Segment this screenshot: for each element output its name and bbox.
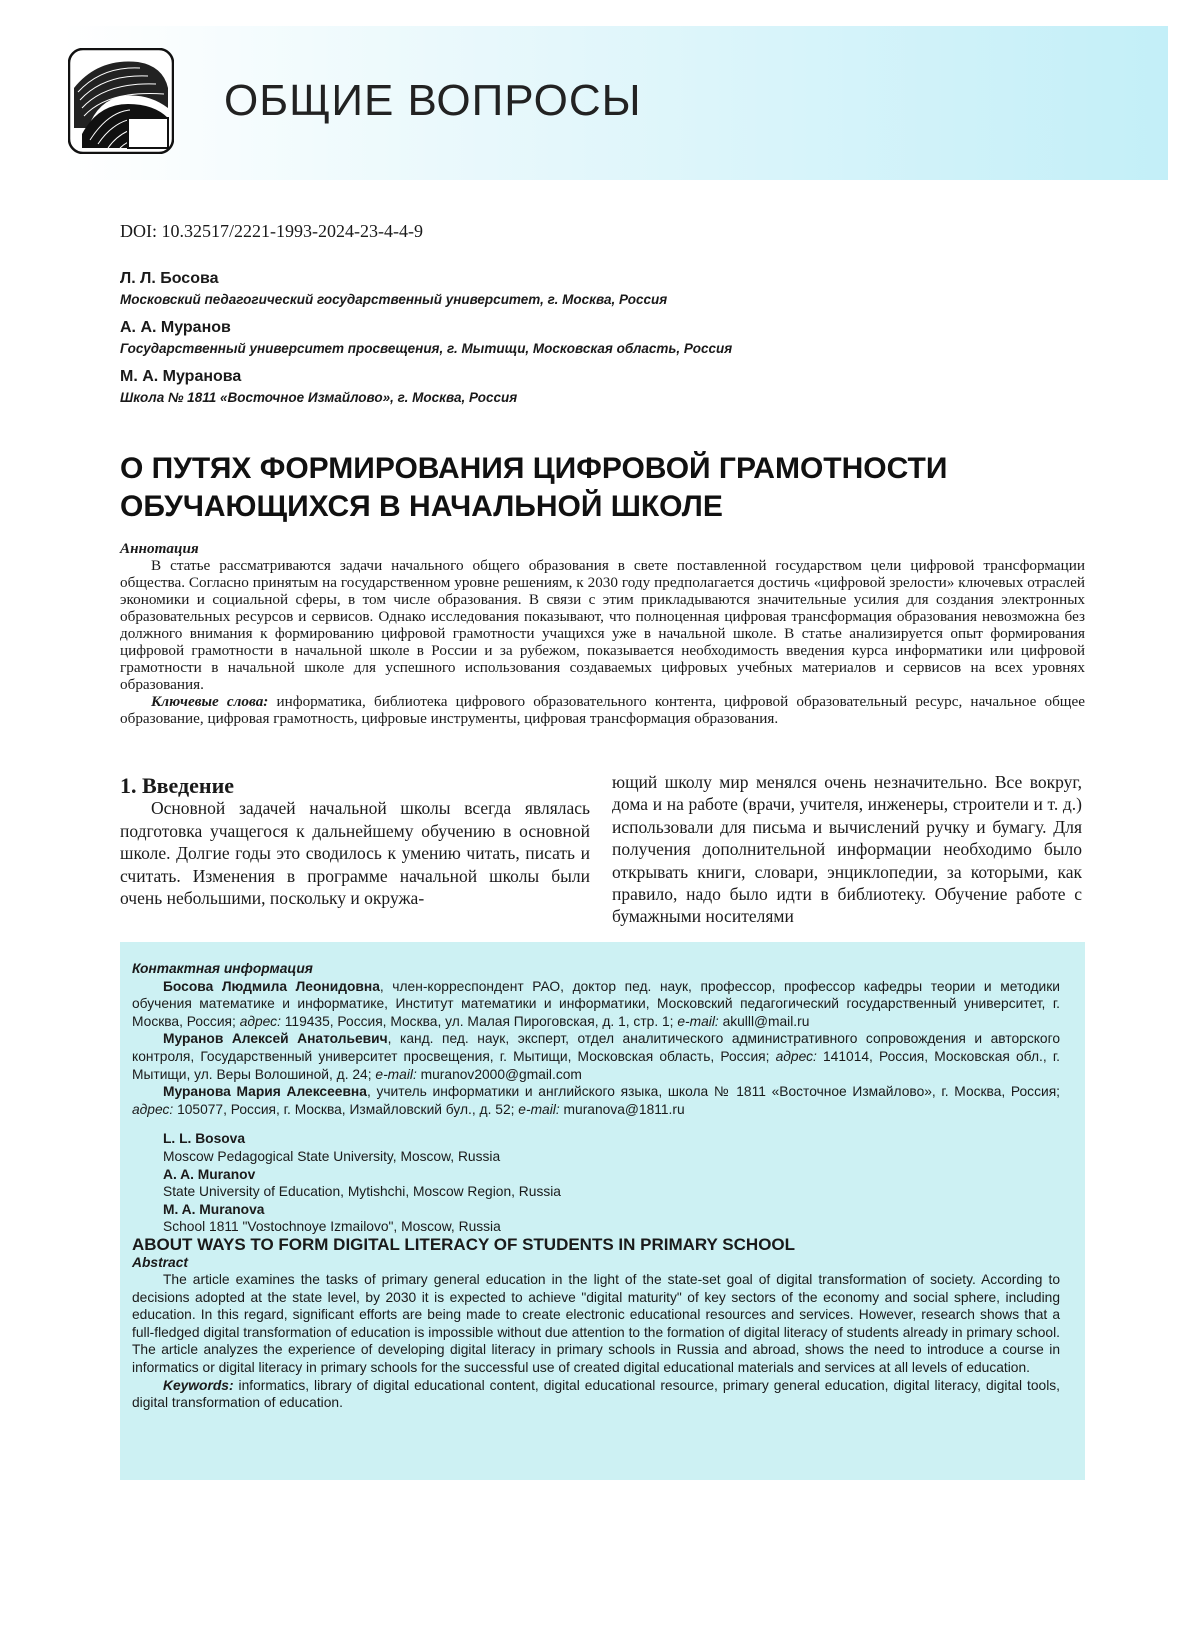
author-name: А. А. Муранов xyxy=(120,319,1080,337)
address-label: адрес: xyxy=(240,1014,281,1029)
en-keywords-text: informatics, library of digital educational content, digital educational resource, primary general education, digital literacy, digital tools, digital transformation of education. xyxy=(132,1378,1060,1411)
en-author-affiliation: Moscow Pedagogical State University, Moscow, Russia xyxy=(163,1148,1060,1166)
email: akulll@mail.ru xyxy=(719,1014,810,1029)
english-authors xyxy=(163,1130,1060,1236)
keywords-text: информатика, библиотека цифрового образовательного контента, цифровой образовательный ресурс, начальное общее образование, цифровая грамотность, цифровые инструменты, цифровая трансформация образования. xyxy=(120,693,1085,727)
contact-entry xyxy=(132,1030,1060,1083)
contact-name: Муранов Алексей Анатольевич xyxy=(163,1031,388,1046)
author-affiliation: Государственный университет просвещения, г. Мытищи, Московская область, Россия xyxy=(120,341,1080,356)
en-author-affiliation: State University of Education, Mytishchi, Moscow Region, Russia xyxy=(163,1183,1060,1201)
abstract-heading: Аннотация xyxy=(120,540,1085,557)
email: muranova@1811.ru xyxy=(560,1102,685,1117)
author-affiliation: Московский педагогический государственный университет, г. Москва, Россия xyxy=(120,292,1080,307)
email: muranov2000@gmail.com xyxy=(417,1067,582,1082)
email-label: e-mail: xyxy=(677,1014,718,1029)
author-affiliation: Школа № 1811 «Восточное Измайлово», г. Москва, Россия xyxy=(120,390,1080,405)
address: 119435, Россия, Москва, ул. Малая Пироговская, д. 1, стр. 1; xyxy=(281,1014,677,1029)
section-title: ОБЩИЕ ВОПРОСЫ xyxy=(224,76,642,126)
doi: DOI: 10.32517/2221-1993-2024-23-4-4-9 xyxy=(120,221,423,242)
contact-entry xyxy=(132,978,1060,1031)
address: 141014, Россия, Московская обл., г. Мытищи, ул. Веры Волошиной, д. 24; xyxy=(132,1049,1060,1082)
contact-entry xyxy=(132,1083,1060,1118)
intro-heading: 1. Введение xyxy=(120,775,590,797)
journal-logo-icon xyxy=(68,48,174,154)
authors-block xyxy=(120,270,1080,417)
column-left xyxy=(120,775,590,909)
abstract-ru xyxy=(120,540,1085,727)
abstract-text: В статье рассматриваются задачи начального общего образования в свете поставленной государством цели цифровой трансформации общества. Согласно принятым на государственном уровне решениям, к 2030 году предполагается достичь «цифровой зрелости» ключевых отраслей экономики и социальной сферы, в том числе образования. В связи с этим прикладываются значительные усилия для создания электронных образовательных ресурсов и сервисов. Однако исследования показывают, что полноценная цифровая трансформация образования невозможна без должного внимания к формированию цифровой грамотности учащихся уже в начальной школе. В статье анализируется опыт формирования цифровой грамотности в начальной школе в России и за рубежом, показывается необходимость введения курса информатики или цифровой грамотности в начальной школе для успешного использования создаваемых цифровых учебных материалов и сервисов на всех уровнях образования. xyxy=(120,557,1085,693)
address-label: адрес: xyxy=(776,1049,817,1064)
en-abstract-text: The article examines the tasks of primary general education in the light of the state-set goal of digital transformation of society. According to decisions adopted at the state level, by 2030 it is expected to achieve "digital maturity" of key sectors of the economy and social sphere, including education. In this regard, significant efforts are being made to create electronic educational resources and services. However, research shows that a full-fledged digital transformation of education is impossible without due attention to the formation of digital literacy of students already in primary school. The article analyzes the experience of developing digital literacy in primary schools in Russia and abroad, shows the need to introduce a course in informatics or digital literacy in primary schools for the successful use of created digital educational materials and services at all levels of education. xyxy=(132,1271,1060,1377)
email-label: e-mail: xyxy=(518,1102,559,1117)
article-title: О ПУТЯХ ФОРМИРОВАНИЯ ЦИФРОВОЙ ГРАМОТНОСТИ ОБУЧАЮЩИХСЯ В НАЧАЛЬНОЙ ШКОЛЕ xyxy=(120,450,1100,526)
contact-details: , член-корреспондент РАО, доктор пед. наук, профессор, профессор кафедры теории и методики обучения математике и информатике, Институт математики и информатики, Московский педагогический государственный университет, г. Москва, Россия; xyxy=(132,979,1060,1029)
contact-details: , канд. пед. наук, эксперт, отдел аналитического административного сопровождения и авторского контроля, Государственный университет просвещения, г. Мытищи, Московская область, Россия; xyxy=(132,1031,1060,1064)
contact-box xyxy=(120,942,1085,1480)
address: 105077, Россия, г. Москва, Измайловский бул., д. 52; xyxy=(173,1102,518,1117)
contact-details: , учитель информатики и английского языка, школа № 1811 «Восточное Измайлово», г. Москва, Россия; xyxy=(367,1084,1060,1099)
en-author-name: L. L. Bosova xyxy=(163,1130,1060,1148)
keywords-ru xyxy=(120,693,1085,727)
en-title: ABOUT WAYS TO FORM DIGITAL LITERACY OF STUDENTS IN PRIMARY SCHOOL xyxy=(132,1236,1060,1254)
en-author-affiliation: School 1811 "Vostochnoye Izmailovo", Moscow, Russia xyxy=(163,1218,1060,1236)
en-author-name: A. A. Muranov xyxy=(163,1166,1060,1184)
intro-text-right: ющий школу мир менялся очень незначительно. Все вокруг, дома и на работе (врачи, учителя, инженеры, строители и т. д.) использовали для письма и вычислений ручку и бумагу. Для получения дополнительной информации необходимо было открывать книги, словари, энциклопедии, за которыми, как правило, надо было идти в библиотеку. Обучение работе с бумажными носителями xyxy=(612,771,1082,928)
contact-name: Муранова Мария Алексеевна xyxy=(163,1084,367,1099)
keywords-label: Ключевые слова: xyxy=(151,693,268,710)
en-keywords-label: Keywords: xyxy=(163,1378,234,1393)
address-label: адрес: xyxy=(132,1102,173,1117)
contact-content xyxy=(132,960,1060,1412)
en-abstract-heading: Abstract xyxy=(132,1254,1060,1272)
en-keywords xyxy=(132,1377,1060,1412)
contact-heading: Контактная информация xyxy=(132,960,1060,978)
en-author-name: M. A. Muranova xyxy=(163,1201,1060,1219)
intro-text-left: Основной задачей начальной школы всегда являлась подготовка учащегося к дальнейшему обучению в основной школе. Долгие годы это сводилось к умению читать, писать и считать. Изменения в программе начальной школы были очень небольшими, поскольку и окружа- xyxy=(120,797,590,909)
email-label: e-mail: xyxy=(375,1067,416,1082)
contact-name: Босова Людмила Леонидовна xyxy=(163,979,380,994)
column-right xyxy=(612,771,1082,928)
author-name: Л. Л. Босова xyxy=(120,270,1080,288)
author-name: М. А. Муранова xyxy=(120,368,1080,386)
